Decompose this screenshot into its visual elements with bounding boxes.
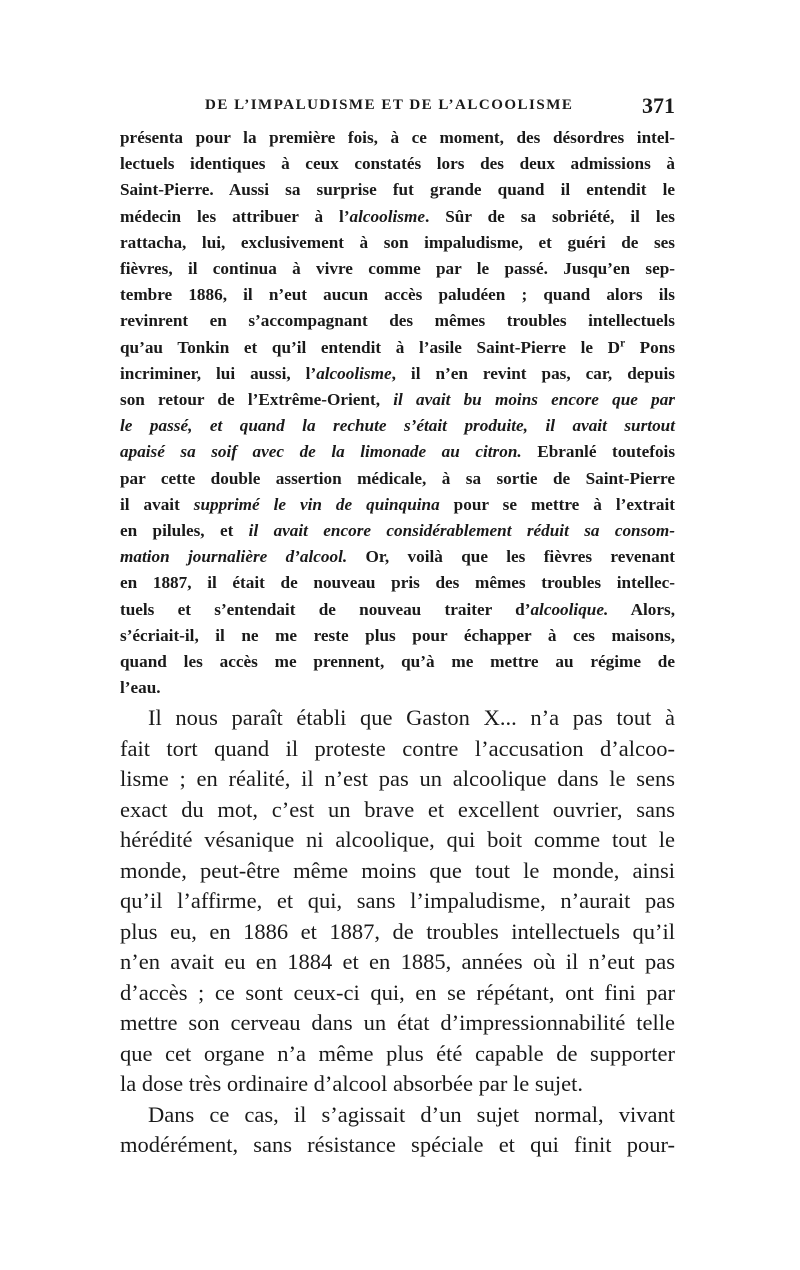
text-line: lisme ; en réalité, il n’est pas un alcoolique dans le sens	[120, 766, 675, 791]
italic-phrase: mation journalière d’alcool.	[120, 547, 348, 567]
text-line: d’accès ; ce sont ceux-ci qui, en se répétant, ont fini par	[120, 979, 675, 1005]
text-line: hérédité vésanique ni alcoolique, qui boit comme tout le	[120, 827, 675, 852]
italic-phrase: supprimé le vin de quinquina	[193, 494, 440, 514]
italic-phrase: il avait encore considérablement réduit sa consom-	[248, 521, 675, 541]
italic-phrase: apaisé sa soif avec de la limonade au citron.	[120, 442, 522, 462]
text-line: médecin les attribuer à l’alcoolisme. Sûr de sa sobriété, il les	[120, 206, 675, 226]
text-line: présenta pour la première fois, à ce moment, des désordres intel-	[120, 128, 675, 147]
text-line: incriminer, lui aussi, l’alcoolisme, il n’en revint pas, car, depuis	[120, 363, 675, 383]
text-line: en 1887, il était de nouveau pris des mêmes troubles intellec-	[120, 573, 675, 593]
text-line: monde, peut-être même moins que tout le monde, ainsi	[120, 857, 675, 883]
text-line: que cet organe n’a même plus été capable de supporter	[120, 1040, 675, 1066]
text-line: tembre 1886, il n’eut aucun accès paludéen ; quand alors ils	[120, 285, 675, 305]
italic-word: alcoolique.	[530, 599, 609, 619]
text-line: quand les accès me prennent, qu’à me mettre au régime de	[120, 652, 675, 672]
text-line: revinrent en s’accompagnant des mêmes troubles intellectuels	[120, 311, 675, 331]
italic-phrase: le passé, et quand la rechute s’était produite, il avait surtout	[120, 416, 675, 436]
text-line: rattacha, lui, exclusivement à son impaludisme, et guéri de ses	[120, 232, 675, 252]
text-line: tuels et s’entendait de nouveau traiter d’alcoolique. Alors,	[120, 599, 675, 619]
text-line: mation journalière d’alcool. Or, voilà que les fièvres revenant	[120, 547, 675, 567]
text-line: lectuels identiques à ceux constatés lors des deux admissions à	[120, 154, 675, 174]
text-line: qu’il l’affirme, et qui, sans l’impaludisme, n’aurait pas	[120, 888, 675, 913]
text-line: Il nous paraît établi que Gaston X... n’a pas tout à	[148, 705, 675, 730]
text-line: en pilules, et il avait encore considérablement réduit sa consom-	[120, 521, 675, 541]
page-header	[205, 93, 675, 121]
text-line: il avait supprimé le vin de quinquina pour se mettre à l’extrait	[120, 494, 675, 514]
italic-phrase: il avait bu moins encore que par	[393, 390, 675, 410]
text-line: Dans ce cas, il s’agissait d’un sujet normal, vivant	[148, 1101, 675, 1127]
text-line: exact du mot, c’est un brave et excellent ouvrier, sans	[120, 796, 675, 822]
text-line: apaisé sa soif avec de la limonade au citron. Ebranlé toutefois	[120, 442, 676, 462]
text-line: Saint-Pierre. Aussi sa surprise fut grande quand il entendit le	[120, 180, 675, 200]
paragraph-large-type	[120, 703, 675, 1161]
text-line: s’écriait-il, il ne me reste plus pour échapper à ces maisons,	[120, 625, 675, 645]
italic-word: alcoolisme	[349, 206, 425, 226]
paragraph-small-type	[120, 125, 675, 701]
text-line: qu’au Tonkin et qu’il entendit à l’asile Saint-Pierre le $D^r$ Pons	[120, 336, 676, 357]
text-line: son retour de l’Extrême-Orient, il avait bu moins encore que par	[120, 390, 675, 410]
text-line: la dose très ordinaire d’alcool absorbée par le sujet.	[120, 1071, 583, 1096]
text-line	[120, 413, 675, 439]
text-line: modérément, sans résistance spéciale et qui finit pour-	[120, 1132, 675, 1157]
page-number: 371	[642, 93, 675, 118]
running-head: DE L’IMPALUDISME ET DE L’ALCOOLISME	[205, 97, 574, 113]
italic-word: alcoolisme	[316, 363, 392, 383]
text-line: mettre son cerveau dans un état d’impressionnabilité telle	[120, 1010, 675, 1035]
text-line: par cette double assertion médicale, à sa sortie de Saint-Pierre	[120, 468, 675, 488]
text-line: n’en avait eu en 1884 et en 1885, années où il n’eut pas	[120, 949, 675, 974]
text-line: fait tort quand il proteste contre l’accusation d’alcoo-	[120, 735, 675, 761]
text-line: plus eu, en 1886 et 1887, de troubles intellectuels qu’il	[120, 918, 675, 944]
text-line: fièvres, il continua à vivre comme par le passé. Jusqu’en sep-	[120, 259, 675, 279]
text-line: l’eau.	[120, 678, 161, 698]
